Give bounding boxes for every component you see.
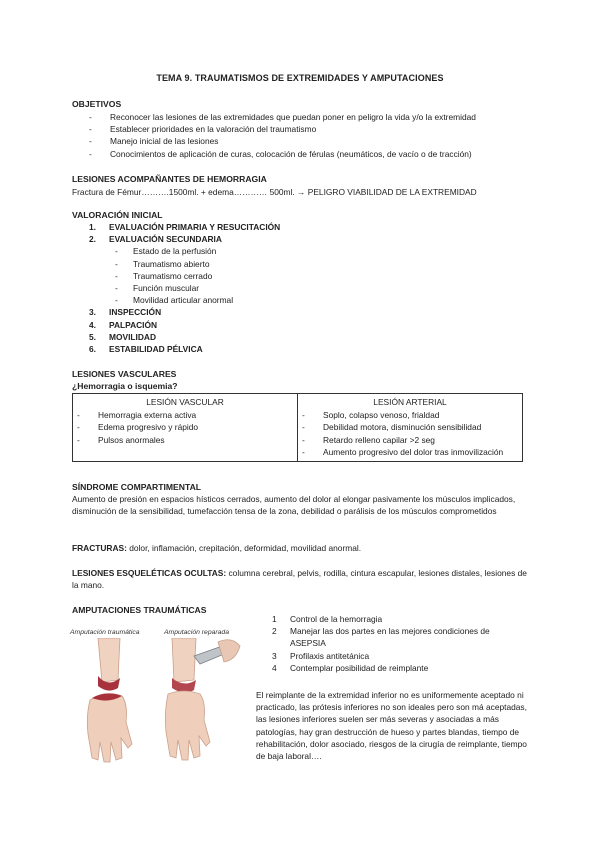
item-number: 3.: [89, 307, 96, 318]
step-text: Contemplar posibilidad de reimplante: [290, 662, 429, 673]
hands-drawing: [68, 638, 248, 766]
list-item: [89, 306, 489, 318]
list-item: - Edema progresivo y rápido: [77, 421, 293, 433]
list-item: - Traumatismo abierto: [115, 258, 489, 270]
objetivos-list: [89, 111, 539, 160]
step-number: 4: [272, 662, 277, 673]
list-item: - Reconocer las lesiones de las extremidades que puedan poner en peligro la vida y/o la extremidad: [89, 111, 539, 123]
forearm-right: [172, 638, 196, 682]
item-label: PALPACIÓN: [109, 319, 158, 330]
fracturas-label: FRACTURAS:: [72, 543, 127, 553]
list-item: - Conocimientos de aplicación de curas, colocación de férulas (neumáticos, de vacío o de tracción): [89, 148, 539, 160]
list-item: - Estado de la perfusión: [115, 245, 489, 257]
fracturas-text: dolor, inflamación, crepitación, deformidad, movilidad anormal.: [126, 543, 362, 553]
image-label-reparada: Amputación reparada: [164, 629, 229, 636]
compartimental-heading: SÍNDROME COMPARTIMENTAL: [72, 482, 202, 492]
vascular-table: [72, 393, 523, 462]
item-number: 1.: [89, 222, 96, 232]
page-title: TEMA 9. TRAUMATISMOS DE EXTREMIDADES Y AMPUTACIONES: [156, 73, 444, 83]
list-item: [256, 613, 526, 625]
list-item: - Traumatismo cerrado: [115, 270, 489, 282]
step-text: Manejar las dos partes en las mejores condiciones de ASEPSIA: [290, 626, 490, 649]
list-item: [89, 319, 489, 331]
fracturas-line: [72, 542, 532, 554]
item-label: MOVILIDAD: [109, 331, 156, 342]
amputaciones-heading: AMPUTACIONES TRAUMÁTICAS: [72, 605, 207, 615]
ocultas-label: LESIONES ESQUELÉTICAS OCULTAS:: [72, 568, 227, 578]
list-item: - Función muscular: [115, 282, 489, 294]
list-item: - Establecer prioridades en la valoración del traumatismo: [89, 123, 539, 135]
hand-left: [87, 694, 132, 762]
item-number: 6.: [89, 343, 96, 354]
list-item: [256, 625, 526, 649]
list-item: - Debilidad motora, disminución sensibilidad: [302, 421, 518, 433]
step-number: 1: [272, 614, 277, 624]
venosa-list: [77, 409, 293, 446]
hand-right: [165, 691, 210, 760]
step-text: Profilaxis antitetánica: [290, 650, 370, 661]
hemorragia-heading: LESIONES ACOMPAÑANTES DE HEMORRAGIA: [72, 174, 267, 184]
image-label-traumatica: Amputación traumática: [70, 629, 140, 636]
valoracion-list: [89, 221, 489, 355]
arterial-column: [298, 394, 523, 462]
list-item: - Manejo inicial de las lesiones: [89, 135, 539, 147]
list-item: [89, 343, 489, 355]
surgeon-glove: [218, 640, 240, 662]
list-item: - Pulsos anormales: [77, 434, 293, 446]
valoracion-heading: VALORACIÓN INICIAL: [72, 210, 163, 220]
list-item: - Soplo, colapso venoso, frialdad: [302, 409, 518, 421]
compartimental-text: Aumento de presión en espacios hísticos cerrados, aumento del dolor al elongar pasivamente los músculos implicados, disminución de la sensibilidad, tumefacción tensa de la zona, debilidad o parálisis de los músculos comprometidos: [72, 494, 516, 517]
list-item: - Retardo relleno capilar >2 seg: [302, 434, 518, 446]
item-label: ESTABILIDAD PÉLVICA: [109, 343, 203, 354]
list-item: [89, 331, 489, 343]
reimplante-paragraph: El reimplante de la extremidad inferior no es uniformemente aceptado ni practicado, las prótesis inferiores no son ideales pero son má aceptadas, las lesiones inferiores suelen ser más severas y asociadas a más patologías, hay gran destrucción de hueso y partes blandas, tiempo de rehabilitación, dolor asociado, riesgos de la cirugía de reimplante, tiempo de baja laboral….: [256, 690, 527, 761]
vasculares-question: ¿Hemorragia o isquemia?: [72, 381, 178, 391]
arterial-header: LESIÓN ARTERIAL: [373, 397, 447, 407]
list-item: - Movilidad articular anormal: [115, 294, 489, 306]
objetivos-heading: OBJETIVOS: [72, 99, 122, 109]
step-number: 3: [272, 650, 277, 661]
forearm-left: [98, 638, 120, 682]
item-label: INSPECCIÓN: [109, 307, 162, 318]
ocultas-text: columna cerebral, pelvis, rodilla, cintura escapular, lesiones distales, lesiones de la mano.: [72, 568, 527, 591]
item-label: EVALUACIÓN SECUNDARIA: [109, 234, 222, 245]
secundaria-sublist: [115, 245, 489, 306]
item-number: 2.: [89, 234, 96, 245]
venosa-column: [73, 394, 298, 462]
list-item: [89, 233, 489, 306]
list-item: - Aumento progresivo del dolor tras inmovilización: [302, 446, 518, 458]
hemorragia-line: Fractura de Fémur……….1500ml. + edema………… 500ml. → PELIGRO VIABILIDAD DE LA EXTREMIDAD: [72, 187, 477, 197]
amputation-illustration: [68, 626, 248, 766]
list-item: [256, 650, 526, 662]
list-item: [89, 221, 489, 233]
ocultas-line: [72, 567, 530, 591]
item-number: 4.: [89, 319, 96, 330]
arterial-list: [302, 409, 518, 458]
step-text: Control de la hemorragia: [290, 614, 383, 624]
step-number: 2: [272, 626, 277, 637]
list-item: - Hemorragia externa activa: [77, 409, 293, 421]
vasculares-heading: LESIONES VASCULARES: [72, 369, 177, 379]
amputaciones-steps: [256, 613, 526, 674]
item-label: EVALUACIÓN PRIMARIA Y RESUCITACIÓN: [109, 222, 281, 232]
venosa-header: LESIÓN VASCULAR: [146, 397, 224, 407]
item-number: 5.: [89, 331, 96, 342]
list-item: [256, 662, 526, 674]
